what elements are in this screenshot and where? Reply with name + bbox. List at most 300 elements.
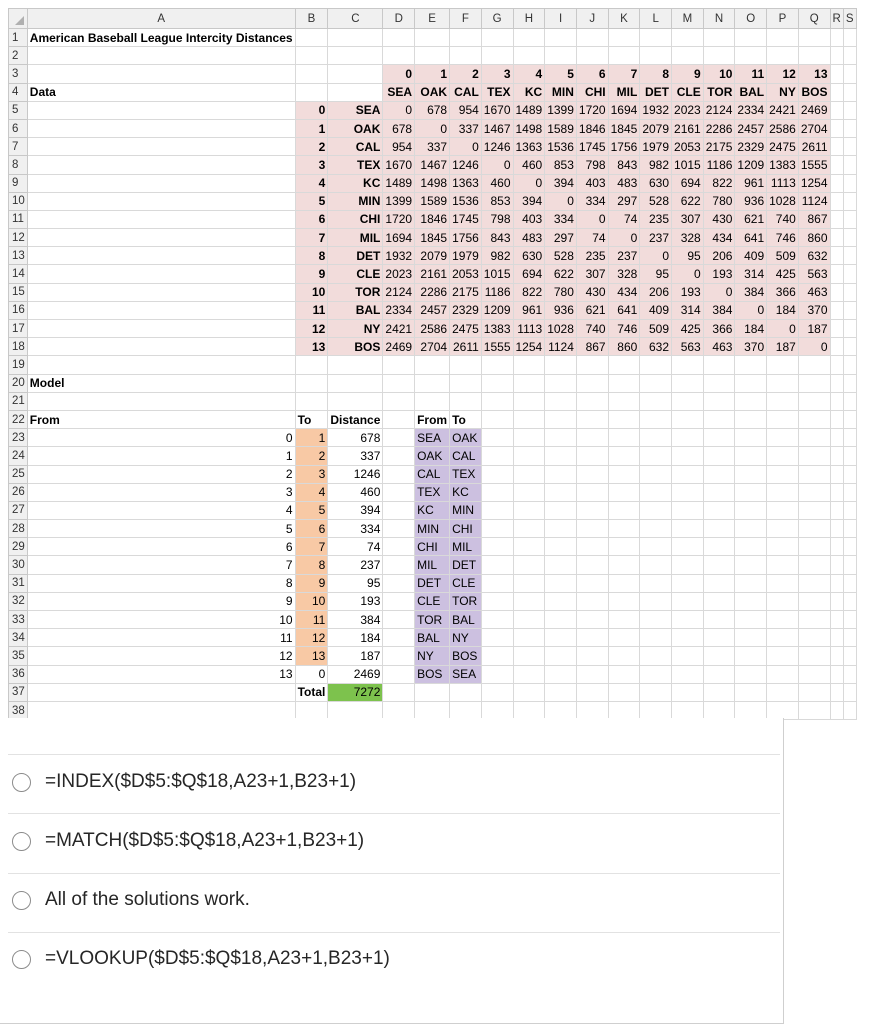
empty-cell[interactable] (576, 447, 608, 465)
empty-cell[interactable] (672, 483, 704, 501)
distance-cell[interactable]: 746 (767, 229, 799, 247)
row-city-header[interactable]: NY (328, 320, 383, 338)
empty-cell[interactable] (703, 556, 735, 574)
empty-cell[interactable] (481, 538, 513, 556)
empty-cell[interactable] (295, 65, 328, 83)
distance-cell[interactable]: 860 (608, 338, 640, 356)
empty-cell[interactable] (798, 483, 830, 501)
distance-cell[interactable]: 936 (735, 192, 767, 210)
row-index-header[interactable]: 4 (295, 174, 328, 192)
empty-cell[interactable] (767, 501, 799, 519)
row-header[interactable]: 25 (9, 465, 28, 483)
empty-cell[interactable] (513, 465, 545, 483)
empty-cell[interactable] (640, 392, 672, 410)
row-index-header[interactable]: 6 (295, 210, 328, 228)
empty-cell[interactable] (798, 701, 830, 719)
empty-cell[interactable] (383, 611, 415, 629)
distance-cell[interactable]: 2475 (767, 138, 799, 156)
model-from-city-cell[interactable]: BAL (415, 629, 450, 647)
distance-cell[interactable]: 1254 (513, 338, 545, 356)
model-distance-cell[interactable]: 2469 (328, 665, 383, 683)
empty-cell[interactable] (513, 538, 545, 556)
distance-cell[interactable]: 954 (383, 138, 415, 156)
model-distance-cell[interactable]: 95 (328, 574, 383, 592)
model-from-cell[interactable]: 10 (27, 611, 295, 629)
empty-cell[interactable] (27, 119, 295, 137)
empty-cell[interactable] (830, 611, 843, 629)
distance-cell[interactable]: 1246 (481, 138, 513, 156)
col-index-header[interactable]: 7 (608, 65, 640, 83)
model-to-cell[interactable]: 7 (295, 538, 328, 556)
empty-cell[interactable] (735, 501, 767, 519)
distance-cell[interactable]: 334 (545, 210, 577, 228)
model-from-cell[interactable]: 9 (27, 592, 295, 610)
distance-cell[interactable]: 409 (735, 247, 767, 265)
distance-cell[interactable]: 2611 (798, 138, 830, 156)
distance-cell[interactable]: 314 (672, 301, 704, 319)
empty-cell[interactable] (545, 647, 577, 665)
empty-cell[interactable] (640, 483, 672, 501)
distance-cell[interactable]: 954 (450, 101, 482, 119)
distance-cell[interactable]: 237 (640, 229, 672, 247)
empty-cell[interactable] (328, 701, 383, 719)
distance-cell[interactable]: 1536 (450, 192, 482, 210)
distance-cell[interactable]: 460 (481, 174, 513, 192)
distance-cell[interactable]: 780 (545, 283, 577, 301)
empty-cell[interactable] (830, 538, 843, 556)
row-header[interactable]: 37 (9, 683, 28, 701)
row-header[interactable]: 9 (9, 174, 28, 192)
empty-cell[interactable] (481, 47, 513, 65)
distance-cell[interactable]: 74 (608, 210, 640, 228)
empty-cell[interactable] (328, 65, 383, 83)
empty-cell[interactable] (545, 520, 577, 538)
distance-cell[interactable]: 780 (703, 192, 735, 210)
empty-cell[interactable] (798, 465, 830, 483)
distance-cell[interactable]: 2421 (767, 101, 799, 119)
empty-cell[interactable] (843, 29, 856, 47)
empty-cell[interactable] (545, 483, 577, 501)
distance-cell[interactable]: 1399 (545, 101, 577, 119)
distance-cell[interactable]: 1254 (798, 174, 830, 192)
empty-cell[interactable] (545, 392, 577, 410)
row-header[interactable]: 4 (9, 83, 28, 101)
row-header[interactable]: 38 (9, 701, 28, 719)
model-to-cell[interactable]: 5 (295, 501, 328, 519)
empty-cell[interactable] (735, 592, 767, 610)
distance-cell[interactable]: 1756 (450, 229, 482, 247)
empty-cell[interactable] (481, 629, 513, 647)
select-all-corner[interactable] (9, 9, 28, 29)
empty-cell[interactable] (672, 629, 704, 647)
distance-cell[interactable]: 235 (576, 247, 608, 265)
distance-cell[interactable]: 206 (640, 283, 672, 301)
distance-cell[interactable]: 0 (383, 101, 415, 119)
distance-cell[interactable]: 2161 (415, 265, 450, 283)
empty-cell[interactable] (843, 229, 856, 247)
model-from-cell[interactable]: 8 (27, 574, 295, 592)
model-to-city-cell[interactable]: BOS (450, 647, 482, 665)
col-city-header[interactable]: SEA (383, 83, 415, 101)
distance-cell[interactable]: 740 (767, 210, 799, 228)
row-header[interactable]: 16 (9, 301, 28, 319)
distance-cell[interactable]: 867 (576, 338, 608, 356)
distance-cell[interactable]: 0 (415, 119, 450, 137)
distance-cell[interactable]: 187 (798, 320, 830, 338)
empty-cell[interactable] (703, 465, 735, 483)
distance-cell[interactable]: 1846 (576, 119, 608, 137)
empty-cell[interactable] (640, 629, 672, 647)
column-header[interactable]: C (328, 9, 383, 29)
empty-cell[interactable] (735, 47, 767, 65)
model-header-from-city[interactable]: From (415, 410, 450, 428)
empty-cell[interactable] (830, 101, 843, 119)
distance-cell[interactable]: 2704 (415, 338, 450, 356)
empty-cell[interactable] (576, 683, 608, 701)
distance-cell[interactable]: 2334 (735, 101, 767, 119)
empty-cell[interactable] (545, 465, 577, 483)
distance-cell[interactable]: 1720 (576, 101, 608, 119)
empty-cell[interactable] (27, 265, 295, 283)
empty-cell[interactable] (767, 29, 799, 47)
empty-cell[interactable] (513, 592, 545, 610)
model-from-city-cell[interactable]: OAK (415, 447, 450, 465)
distance-cell[interactable]: 822 (513, 283, 545, 301)
distance-cell[interactable]: 0 (545, 192, 577, 210)
empty-cell[interactable] (843, 320, 856, 338)
empty-cell[interactable] (481, 465, 513, 483)
empty-cell[interactable] (383, 592, 415, 610)
empty-cell[interactable] (640, 574, 672, 592)
distance-cell[interactable]: 95 (640, 265, 672, 283)
model-to-city-cell[interactable]: MIL (450, 538, 482, 556)
column-header[interactable]: D (383, 9, 415, 29)
row-index-header[interactable]: 0 (295, 101, 328, 119)
empty-cell[interactable] (481, 683, 513, 701)
empty-cell[interactable] (843, 538, 856, 556)
empty-cell[interactable] (640, 501, 672, 519)
empty-cell[interactable] (830, 701, 843, 719)
distance-cell[interactable]: 2175 (450, 283, 482, 301)
distance-cell[interactable]: 746 (608, 320, 640, 338)
distance-cell[interactable]: 193 (672, 283, 704, 301)
row-header[interactable]: 24 (9, 447, 28, 465)
distance-cell[interactable]: 0 (672, 265, 704, 283)
empty-cell[interactable] (295, 356, 328, 374)
distance-cell[interactable]: 0 (450, 138, 482, 156)
col-city-header[interactable]: CHI (576, 83, 608, 101)
col-index-header[interactable]: 6 (576, 65, 608, 83)
row-header[interactable]: 5 (9, 101, 28, 119)
empty-cell[interactable] (608, 483, 640, 501)
empty-cell[interactable] (513, 429, 545, 447)
empty-cell[interactable] (767, 520, 799, 538)
empty-cell[interactable] (608, 574, 640, 592)
empty-cell[interactable] (415, 683, 450, 701)
empty-cell[interactable] (843, 465, 856, 483)
total-value[interactable]: 7272 (328, 683, 383, 701)
empty-cell[interactable] (735, 429, 767, 447)
empty-cell[interactable] (295, 47, 328, 65)
empty-cell[interactable] (27, 47, 295, 65)
distance-cell[interactable]: 1467 (481, 119, 513, 137)
empty-cell[interactable] (513, 501, 545, 519)
model-from-cell[interactable]: 5 (27, 520, 295, 538)
distance-cell[interactable]: 370 (798, 301, 830, 319)
model-distance-cell[interactable]: 337 (328, 447, 383, 465)
total-label[interactable]: Total (295, 683, 328, 701)
empty-cell[interactable] (843, 119, 856, 137)
distance-cell[interactable]: 1720 (383, 210, 415, 228)
empty-cell[interactable] (383, 629, 415, 647)
empty-cell[interactable] (295, 29, 328, 47)
empty-cell[interactable] (608, 665, 640, 683)
distance-cell[interactable]: 2704 (798, 119, 830, 137)
distance-cell[interactable]: 1113 (513, 320, 545, 338)
empty-cell[interactable] (735, 556, 767, 574)
column-header[interactable]: A (27, 9, 295, 29)
empty-cell[interactable] (481, 520, 513, 538)
empty-cell[interactable] (295, 701, 328, 719)
empty-cell[interactable] (843, 210, 856, 228)
radio-button[interactable] (12, 950, 31, 969)
empty-cell[interactable] (450, 29, 482, 47)
distance-cell[interactable]: 563 (672, 338, 704, 356)
distance-cell[interactable]: 2286 (703, 119, 735, 137)
empty-cell[interactable] (843, 665, 856, 683)
empty-cell[interactable] (672, 538, 704, 556)
model-from-city-cell[interactable]: MIN (415, 520, 450, 538)
empty-cell[interactable] (843, 556, 856, 574)
empty-cell[interactable] (735, 629, 767, 647)
empty-cell[interactable] (843, 683, 856, 701)
empty-cell[interactable] (735, 611, 767, 629)
empty-cell[interactable] (767, 356, 799, 374)
empty-cell[interactable] (450, 356, 482, 374)
empty-cell[interactable] (545, 374, 577, 392)
row-city-header[interactable]: CAL (328, 138, 383, 156)
empty-cell[interactable] (830, 556, 843, 574)
empty-cell[interactable] (767, 665, 799, 683)
empty-cell[interactable] (830, 320, 843, 338)
distance-cell[interactable]: 2079 (415, 247, 450, 265)
empty-cell[interactable] (450, 701, 482, 719)
empty-cell[interactable] (830, 119, 843, 137)
model-distance-cell[interactable]: 460 (328, 483, 383, 501)
distance-cell[interactable]: 206 (703, 247, 735, 265)
empty-cell[interactable] (481, 374, 513, 392)
distance-cell[interactable]: 434 (608, 283, 640, 301)
distance-cell[interactable]: 2586 (415, 320, 450, 338)
distance-cell[interactable]: 1186 (703, 156, 735, 174)
empty-cell[interactable] (830, 629, 843, 647)
empty-cell[interactable] (843, 301, 856, 319)
empty-cell[interactable] (830, 683, 843, 701)
empty-cell[interactable] (798, 447, 830, 465)
empty-cell[interactable] (703, 501, 735, 519)
empty-cell[interactable] (672, 592, 704, 610)
row-index-header[interactable]: 7 (295, 229, 328, 247)
empty-cell[interactable] (608, 683, 640, 701)
col-index-header[interactable]: 0 (383, 65, 415, 83)
col-city-header[interactable]: MIN (545, 83, 577, 101)
distance-cell[interactable]: 1363 (513, 138, 545, 156)
empty-cell[interactable] (513, 611, 545, 629)
empty-cell[interactable] (830, 392, 843, 410)
empty-cell[interactable] (767, 592, 799, 610)
empty-cell[interactable] (703, 47, 735, 65)
empty-cell[interactable] (830, 174, 843, 192)
distance-cell[interactable]: 798 (481, 210, 513, 228)
distance-cell[interactable]: 509 (767, 247, 799, 265)
empty-cell[interactable] (481, 356, 513, 374)
option-match[interactable] (12, 823, 364, 859)
distance-cell[interactable]: 1028 (545, 320, 577, 338)
model-distance-cell[interactable]: 678 (328, 429, 383, 447)
col-index-header[interactable]: 5 (545, 65, 577, 83)
empty-cell[interactable] (513, 665, 545, 683)
distance-cell[interactable]: 366 (703, 320, 735, 338)
distance-cell[interactable]: 314 (735, 265, 767, 283)
empty-cell[interactable] (513, 520, 545, 538)
distance-cell[interactable]: 384 (735, 283, 767, 301)
empty-cell[interactable] (415, 29, 450, 47)
empty-cell[interactable] (735, 665, 767, 683)
empty-cell[interactable] (481, 429, 513, 447)
distance-cell[interactable]: 425 (672, 320, 704, 338)
distance-cell[interactable]: 0 (513, 174, 545, 192)
distance-cell[interactable]: 860 (798, 229, 830, 247)
model-distance-cell[interactable]: 184 (328, 629, 383, 647)
empty-cell[interactable] (383, 29, 415, 47)
empty-cell[interactable] (27, 356, 295, 374)
distance-cell[interactable]: 509 (640, 320, 672, 338)
row-header[interactable]: 3 (9, 65, 28, 83)
distance-cell[interactable]: 2611 (450, 338, 482, 356)
empty-cell[interactable] (843, 629, 856, 647)
radio-button[interactable] (12, 773, 31, 792)
col-index-header[interactable]: 3 (481, 65, 513, 83)
empty-cell[interactable] (608, 374, 640, 392)
empty-cell[interactable] (450, 374, 482, 392)
empty-cell[interactable] (843, 265, 856, 283)
empty-cell[interactable] (703, 29, 735, 47)
row-index-header[interactable]: 8 (295, 247, 328, 265)
option-vlookup[interactable] (12, 941, 390, 977)
empty-cell[interactable] (328, 356, 383, 374)
distance-cell[interactable]: 337 (450, 119, 482, 137)
distance-cell[interactable]: 297 (545, 229, 577, 247)
empty-cell[interactable] (481, 701, 513, 719)
model-to-city-cell[interactable]: BAL (450, 611, 482, 629)
empty-cell[interactable] (767, 701, 799, 719)
empty-cell[interactable] (576, 629, 608, 647)
empty-cell[interactable] (576, 665, 608, 683)
empty-cell[interactable] (608, 429, 640, 447)
empty-cell[interactable] (830, 65, 843, 83)
empty-cell[interactable] (843, 101, 856, 119)
empty-cell[interactable] (640, 410, 672, 428)
empty-cell[interactable] (830, 501, 843, 519)
empty-cell[interactable] (798, 574, 830, 592)
empty-cell[interactable] (27, 192, 295, 210)
distance-cell[interactable]: 184 (767, 301, 799, 319)
column-header[interactable]: N (703, 9, 735, 29)
empty-cell[interactable] (608, 465, 640, 483)
empty-cell[interactable] (843, 501, 856, 519)
empty-cell[interactable] (576, 501, 608, 519)
distance-cell[interactable]: 1979 (450, 247, 482, 265)
model-to-cell[interactable]: 2 (295, 447, 328, 465)
column-header[interactable]: K (608, 9, 640, 29)
row-city-header[interactable]: TOR (328, 283, 383, 301)
empty-cell[interactable] (481, 647, 513, 665)
empty-cell[interactable] (830, 483, 843, 501)
col-index-header[interactable]: 10 (703, 65, 735, 83)
distance-cell[interactable]: 366 (767, 283, 799, 301)
distance-cell[interactable]: 2586 (767, 119, 799, 137)
empty-cell[interactable] (640, 520, 672, 538)
row-header[interactable]: 19 (9, 356, 28, 374)
model-distance-cell[interactable]: 187 (328, 647, 383, 665)
empty-cell[interactable] (608, 611, 640, 629)
empty-cell[interactable] (383, 701, 415, 719)
distance-cell[interactable]: 2334 (383, 301, 415, 319)
empty-cell[interactable] (703, 410, 735, 428)
empty-cell[interactable] (830, 410, 843, 428)
distance-cell[interactable]: 2023 (672, 101, 704, 119)
empty-cell[interactable] (27, 65, 295, 83)
empty-cell[interactable] (735, 574, 767, 592)
distance-cell[interactable]: 1363 (450, 174, 482, 192)
distance-cell[interactable]: 694 (672, 174, 704, 192)
model-to-city-cell[interactable]: KC (450, 483, 482, 501)
empty-cell[interactable] (703, 356, 735, 374)
empty-cell[interactable] (383, 574, 415, 592)
row-header[interactable]: 31 (9, 574, 28, 592)
empty-cell[interactable] (843, 338, 856, 356)
empty-cell[interactable] (27, 283, 295, 301)
distance-cell[interactable]: 678 (415, 101, 450, 119)
distance-cell[interactable]: 630 (513, 247, 545, 265)
row-header[interactable]: 21 (9, 392, 28, 410)
model-to-city-cell[interactable]: CAL (450, 447, 482, 465)
empty-cell[interactable] (513, 701, 545, 719)
distance-cell[interactable]: 297 (608, 192, 640, 210)
empty-cell[interactable] (830, 247, 843, 265)
empty-cell[interactable] (450, 683, 482, 701)
distance-cell[interactable]: 193 (703, 265, 735, 283)
distance-cell[interactable]: 2329 (735, 138, 767, 156)
empty-cell[interactable] (640, 592, 672, 610)
distance-cell[interactable]: 798 (576, 156, 608, 174)
empty-cell[interactable] (608, 520, 640, 538)
empty-cell[interactable] (843, 247, 856, 265)
empty-cell[interactable] (481, 483, 513, 501)
empty-cell[interactable] (513, 47, 545, 65)
col-index-header[interactable]: 8 (640, 65, 672, 83)
model-to-city-cell[interactable]: SEA (450, 665, 482, 683)
distance-cell[interactable]: 334 (576, 192, 608, 210)
distance-cell[interactable]: 1670 (481, 101, 513, 119)
empty-cell[interactable] (640, 556, 672, 574)
empty-cell[interactable] (798, 47, 830, 65)
col-index-header[interactable]: 13 (798, 65, 830, 83)
empty-cell[interactable] (383, 392, 415, 410)
model-from-city-cell[interactable]: CAL (415, 465, 450, 483)
distance-cell[interactable]: 1694 (383, 229, 415, 247)
column-header[interactable]: L (640, 9, 672, 29)
